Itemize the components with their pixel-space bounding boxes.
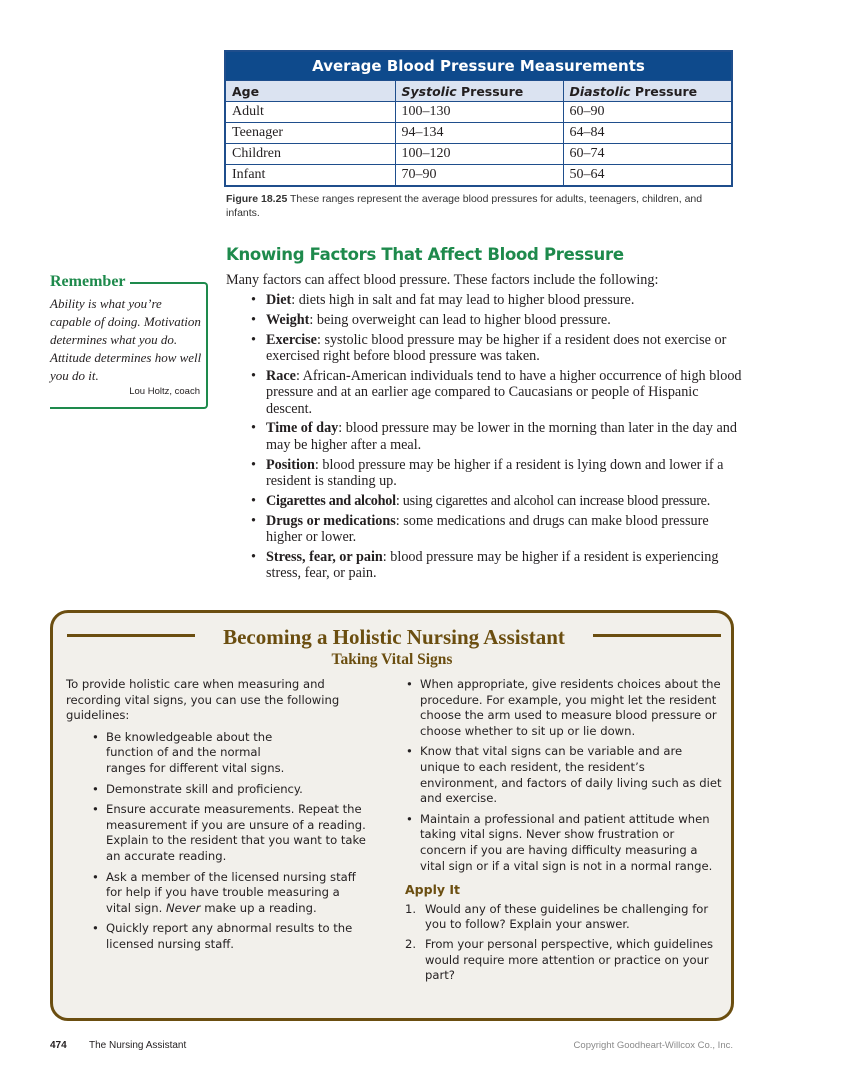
age-cell: Teenager [225,123,395,144]
list-item [248,493,742,509]
pressure-label: Pressure [456,83,524,99]
remember-attribution: Lou Holtz, coach [129,386,200,397]
table-row [225,144,732,165]
guideline-text: Demonstrate skill and proficiency. [106,781,303,796]
factor-text: : blood pressure may be higher if a resident is experiencing stress, fear, or pain. [266,548,719,582]
figure-caption-text: These ranges represent the average blood pressures for adults, teenagers, children, and infants. [226,193,703,219]
systolic-cell: 70–90 [395,165,563,187]
holistic-title-row [67,625,721,649]
remember-sidebar [50,272,208,409]
holistic-nursing-box [50,610,734,1021]
diastolic-label: Diastolic [569,83,631,99]
table-header-row [225,81,732,102]
pressure-label: Pressure [630,83,698,99]
factor-text: : blood pressure may be lower in the morning than later in the day and may be higher after a meal. [266,420,737,453]
factor-term: Diet [266,292,292,308]
systolic-label: Systolic [401,83,457,99]
column-header-systolic [395,81,563,102]
list-item [248,457,742,490]
holistic-right-column [405,677,723,988]
factor-text: : being overweight can lead to higher blood pressure. [309,311,611,328]
factor-text: : blood pressure may be higher if a resident is lying down and lower if a resident is standing up. [266,456,724,489]
factor-text: : systolic blood pressure may be higher if a resident does not exercise or exercised right before blood pressure was taken. [266,331,727,365]
factor-term: Time of day [266,420,339,437]
item-number: 2. [405,936,417,951]
item-number: 1. [405,901,417,916]
list-item [91,730,286,777]
list-item: • When appropriate, give residents choices about the procedure. For example, you might let the resident choose the arm used to measure blood pressure or choose whether to sit up or lie down. [405,677,723,739]
book-title: The Nursing Assistant [89,1040,187,1051]
diastolic-cell: 60–74 [563,144,732,165]
systolic-cell: 100–130 [395,102,563,123]
guidelines-list-right [405,677,723,874]
page-number: 474 [50,1040,67,1051]
factor-term: Cigarettes and alcohol [266,492,396,509]
figure-label: Figure 18.25 [226,193,288,205]
factor-text: : African-American individuals tend to have a higher occurrence of high blood pressure and at an earlier age compared to Caucasians or people of Hispanic descent. [266,367,742,417]
question-text: Would any of these guidelines be challenging for you to follow? Explain your answer. [425,901,709,932]
apply-it-heading: Apply It [405,882,460,898]
remember-heading: Remember [50,272,130,292]
list-item: • Know that vital signs can be variable and are unique to each resident, the resident’s environment, and factors of daily living such as diet and exercise. [405,744,723,806]
guideline-text: make up a reading. [200,900,317,915]
diastolic-cell: 64–84 [563,123,732,144]
diastolic-cell: 50–64 [563,165,732,187]
remember-quote: Ability is what you’re capable of doing. Motivation determines what you do. Attitude determines how well you do it. [50,296,202,383]
list-item [248,420,742,453]
guideline-text: Ensure accurate measurements. Repeat the measurement if you are unsure of a reading. Explain to the resident that you want to take an accurate reading. [106,802,366,863]
figure-caption [226,192,738,220]
list-item [405,902,723,933]
factor-term: Weight [266,311,310,328]
guideline-emphasis: Never [165,900,201,915]
factor-text: : some medications and drugs can make blood pressure higher or lower. [266,512,709,546]
guideline-text: Be knowledgeable about the function of and the normal ranges for different vital signs. [106,729,285,775]
column-header-diastolic [563,81,732,102]
diastolic-cell: 60–90 [563,102,732,123]
list-item [91,870,366,917]
section-intro: Many factors can affect blood pressure. These factors include the following: [226,272,659,288]
list-item: • Maintain a professional and patient attitude when taking vital signs. Never show frustration or concern if you are having difficulty measuring a vital sign or if a vital sign is not in a normal range. [405,812,723,874]
guideline-text: Ask a member of the licensed nursing staff for help if you have trouble measuring a vital sign. [106,869,356,915]
table-row [225,102,732,123]
list-item [405,937,723,984]
guideline-text: Quickly report any abnormal results to the licensed nursing staff. [106,921,353,951]
list-item [91,802,366,864]
factor-term: Race [266,367,296,384]
holistic-intro: To provide holistic care when measuring and recording vital signs, you can use the following guidelines: [66,677,340,723]
list-item [91,782,366,798]
factor-term: Drugs or medications [266,512,396,529]
list-item [248,513,742,546]
column-header-age: Age [225,81,395,102]
question-text: From your personal perspective, which guidelines would require more attention or practice on your part? [425,936,714,983]
blood-pressure-table [224,50,733,187]
list-item [91,921,366,952]
section-title: Knowing Factors That Affect Blood Pressure [226,245,624,264]
list-item [248,549,742,582]
age-cell: Infant [225,165,395,187]
table-title: Average Blood Pressure Measurements [225,51,732,81]
list-item [248,292,742,308]
factor-text: : diets high in salt and fat may lead to higher blood pressure. [291,292,635,308]
holistic-title: Becoming a Holistic Nursing Assistant [223,625,565,649]
systolic-cell: 94–134 [395,123,563,144]
holistic-subtitle: Taking Vital Signs [331,651,453,668]
copyright-notice: Copyright Goodheart-Willcox Co., Inc. [573,1040,733,1051]
table-row [225,165,732,187]
holistic-left-column [66,677,366,958]
age-cell: Adult [225,102,395,123]
factor-term: Stress, fear, or pain [266,548,383,565]
factor-term: Exercise [266,331,317,348]
factors-list [248,292,742,585]
list-item [248,368,742,417]
age-cell: Children [225,144,395,165]
table-row [225,123,732,144]
list-item [248,312,742,328]
list-item [248,332,742,365]
factor-term: Position [266,456,315,473]
apply-it-list [405,902,723,984]
factor-text: : using cigarettes and alcohol can increase blood pressure. [395,492,711,509]
guidelines-list-left [91,730,366,953]
systolic-cell: 100–120 [395,144,563,165]
